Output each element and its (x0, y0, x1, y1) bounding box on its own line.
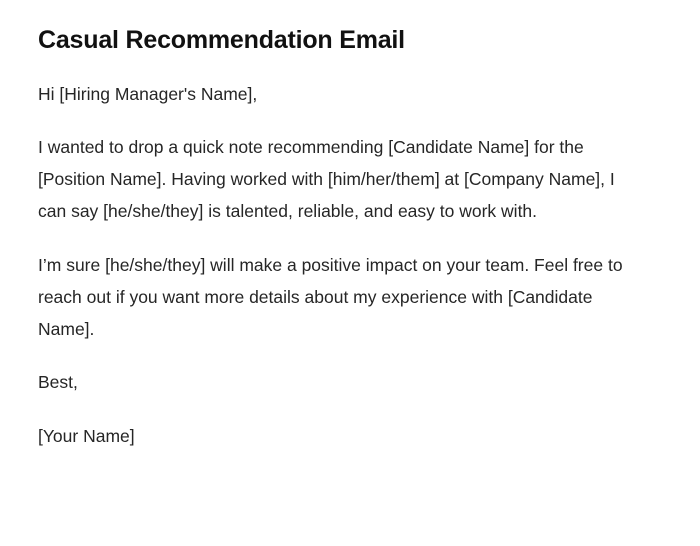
closing-paragraph: Best, (38, 372, 78, 393)
page-title: Casual Recommendation Email (38, 26, 405, 54)
salutation-paragraph: Hi [Hiring Manager's Name], (38, 83, 258, 104)
body-paragraph-2: I’m sure [he/she/they] will make a positive impact on your team. Feel free to reach out if you want more details about my experience with [Candidate Name]. (38, 254, 623, 339)
signature-name: [Your Name] (38, 426, 135, 447)
body-paragraph-1: I wanted to drop a quick note recommending [Candidate Name] for the [Position Name]. Having worked with [him/her/them] at [Company Name], I can say [he/she/they] is talented, reliable, and easy to work with. (38, 137, 615, 222)
